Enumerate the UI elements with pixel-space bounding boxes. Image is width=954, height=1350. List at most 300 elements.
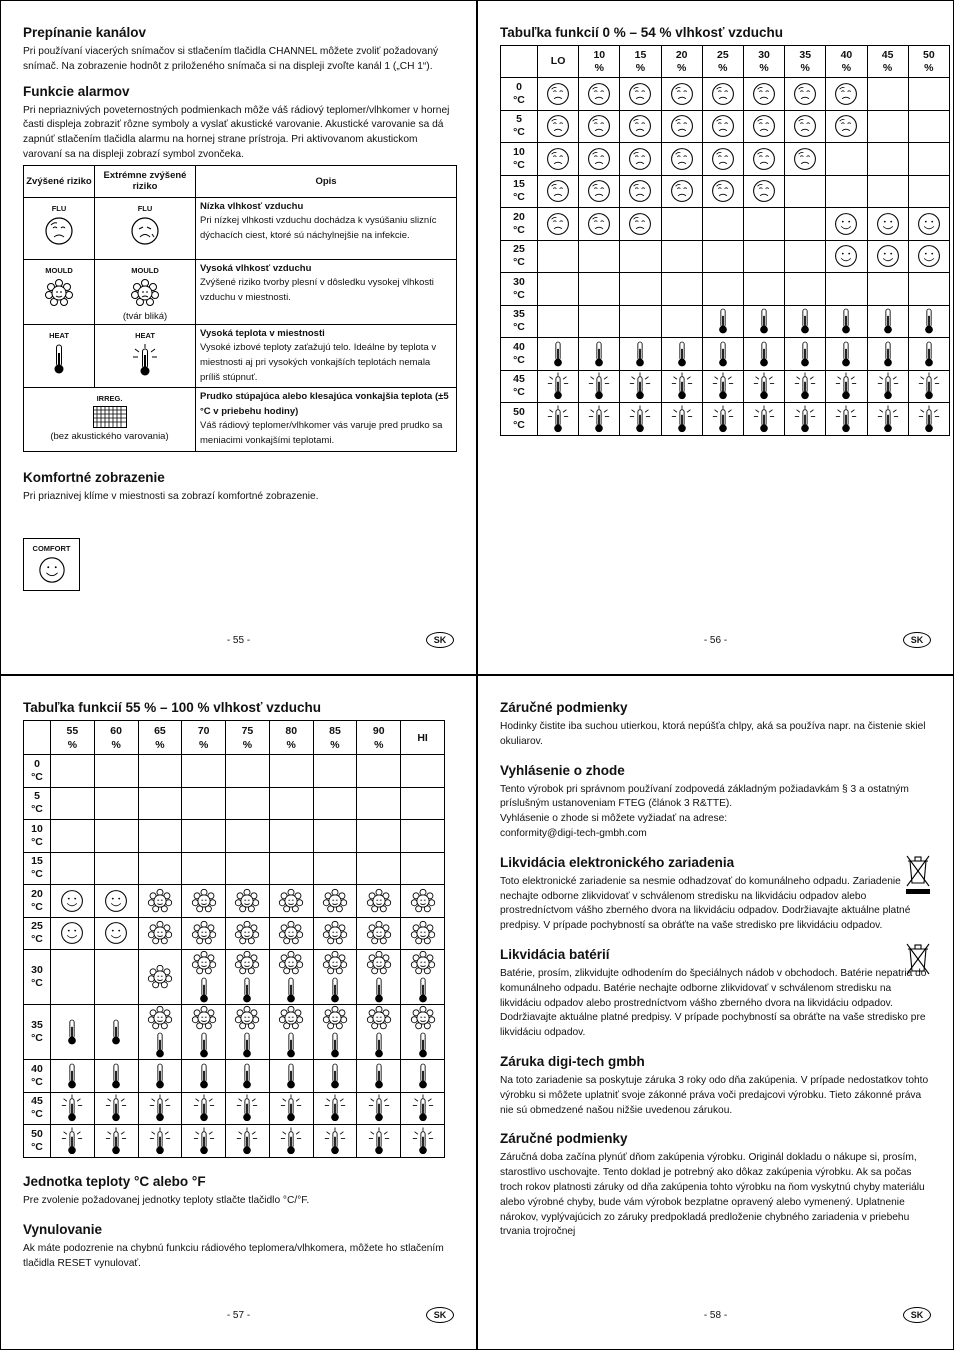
- thermometer-sun-icon: [280, 1093, 302, 1123]
- flu-extreme-label: FLU: [137, 203, 153, 213]
- p57-cell: [226, 787, 270, 820]
- thermometer-icon: [923, 340, 935, 368]
- mould-extreme-label: MOULD: [131, 265, 159, 275]
- conformity-email[interactable]: conformity@digi-tech-gmbh.com: [500, 827, 647, 839]
- p57-cell: [269, 917, 313, 950]
- p56-cell: [661, 175, 702, 208]
- page-number: - 55 -: [226, 635, 251, 646]
- p56-row: [501, 273, 950, 306]
- text-reset: Ak máte podozrenie na chybnú funkciu rádiového teplomera/vlhkomera, môžete ho stlačením tlačidla RESET vynulovať.: [23, 1243, 444, 1270]
- thermometer-icon: [241, 1031, 253, 1059]
- mould-title: Vysoká vlhkosť vzduchu: [200, 262, 312, 274]
- thermometer-sun-icon: [794, 404, 816, 434]
- p57-cell: [94, 917, 138, 950]
- battery-section: [500, 947, 932, 1041]
- p57-cell: [51, 885, 95, 918]
- p56-cell: [620, 175, 661, 208]
- flu-face-icon: [546, 212, 570, 236]
- p57-row: [24, 787, 445, 820]
- p57-cell: [269, 787, 313, 820]
- p56-cell: [579, 78, 620, 111]
- thermometer-sun-icon: [412, 1093, 434, 1123]
- flu-face-icon: [628, 114, 652, 138]
- crossed-bin-icon: [904, 853, 932, 900]
- page-number: - 58 -: [703, 1310, 728, 1321]
- p56-cell: [867, 403, 908, 436]
- comfort-smile-icon: [104, 921, 128, 945]
- flu-face-icon: [711, 82, 735, 106]
- thermometer-sun-icon: [712, 404, 734, 434]
- p57-row-header: 5 °C: [24, 787, 51, 820]
- p56-cell: [743, 305, 784, 338]
- heading-alarm: Funkcie alarmov: [23, 83, 130, 99]
- p56-cell: [538, 370, 579, 403]
- flu-face-icon: [587, 147, 611, 171]
- p57-cell: [226, 755, 270, 788]
- flu-face-icon: [711, 114, 735, 138]
- thermometer-sun-icon: [835, 371, 857, 401]
- p57-row: [24, 1092, 445, 1125]
- p57-cell: [313, 1060, 357, 1093]
- p56-cell: [867, 273, 908, 306]
- p57-cell: [313, 755, 357, 788]
- p57-row-header: 20 °C: [24, 885, 51, 918]
- mould-flower-icon: [322, 920, 348, 946]
- p57-col-header: 65 %: [138, 721, 182, 755]
- mould-flower-icon: [366, 920, 392, 946]
- mould-flower-icon: [322, 1005, 348, 1031]
- mould-label: MOULD: [45, 265, 73, 275]
- comfort-smile-icon: [834, 244, 858, 268]
- p56-row: [501, 175, 950, 208]
- thermometer-icon: [329, 1062, 341, 1090]
- heading-care: Záručné podmienky: [500, 700, 628, 715]
- p57-cell: [401, 787, 445, 820]
- p56-cell: [702, 403, 743, 436]
- p56-cell: [785, 208, 826, 241]
- mould-flower-icon: [147, 888, 173, 914]
- p57-row-header: 40 °C: [24, 1060, 51, 1093]
- p56-cell: [620, 143, 661, 176]
- p57-row: [24, 885, 445, 918]
- p56-cell: [826, 305, 867, 338]
- p57-cell: [401, 1060, 445, 1093]
- flu-face-icon: [711, 179, 735, 203]
- p56-cell: [826, 110, 867, 143]
- p56-cell: [702, 208, 743, 241]
- p56-cell: [867, 305, 908, 338]
- p57-cell: [357, 787, 401, 820]
- p57-cell: [313, 852, 357, 885]
- p57-col-header: 80 %: [269, 721, 313, 755]
- thermometer-sun-icon: [877, 404, 899, 434]
- alarm-row-flu: [24, 197, 457, 259]
- thermometer-icon: [840, 340, 852, 368]
- p56-cell: [579, 175, 620, 208]
- page-56: [477, 0, 954, 675]
- thermometer-icon: [552, 340, 564, 368]
- thermometer-icon: [799, 307, 811, 335]
- p57-cell: [94, 1005, 138, 1060]
- p57-cell: [138, 1125, 182, 1158]
- page-55: [0, 0, 477, 675]
- p57-row: [24, 852, 445, 885]
- flu-label: FLU: [51, 203, 67, 213]
- text-weee: Toto elektronické zariadenie sa nesmie odhadzovať do komunálneho odpadu. Zariadenie nechajte odborne zlikvidovať v schválenom stredisku na likvidáciu odpadov alebo prostredníctvom vášho zberného dvora na likvidáciu odpadov. Dodržiavajte aktuálne platné predpisy. V prípade pochybností sa obráťte na vaše stredisko pre likvidáciu odpadov.: [500, 875, 911, 932]
- mould-flower-icon: [44, 278, 74, 311]
- p56-cell: [908, 240, 949, 273]
- p57-cell: [226, 1060, 270, 1093]
- p57-cell: [226, 1125, 270, 1158]
- thermometer-sun-icon: [132, 343, 158, 380]
- p56-cell: [785, 110, 826, 143]
- comfort-smile-icon: [876, 212, 900, 236]
- p56-cell: [538, 208, 579, 241]
- p56-row: [501, 403, 950, 436]
- p56-cell: [867, 208, 908, 241]
- function-table-low-title: Tabuľka funkcií 0 % – 54 % vlhkosť vzduchu: [500, 25, 783, 40]
- p57-cell: [313, 787, 357, 820]
- irreg-note: (bez akustického varovania): [50, 431, 169, 443]
- heading-weee: Likvidácia elektronického zariadenia: [500, 854, 735, 870]
- p56-cell: [743, 370, 784, 403]
- mould-flower-icon: [234, 888, 260, 914]
- p56-cell: [661, 370, 702, 403]
- thermometer-sun-icon: [236, 1093, 258, 1123]
- p56-cell: [620, 305, 661, 338]
- p56-row-header: 20 °C: [501, 208, 538, 241]
- p57-cell: [138, 917, 182, 950]
- mould-flower-icon: [410, 1005, 436, 1031]
- language-badge: SK: [426, 1307, 454, 1323]
- p56-cell: [908, 208, 949, 241]
- p56-cell: [867, 338, 908, 371]
- mould-flower-icon: [234, 920, 260, 946]
- flu-extreme-face-icon: [130, 216, 160, 249]
- p56-cell: [743, 273, 784, 306]
- flu-face-icon: [628, 212, 652, 236]
- p57-cell: [182, 950, 226, 1005]
- p56-cell: [620, 338, 661, 371]
- comfort-display-box: [23, 538, 80, 591]
- thermometer-sun-icon: [324, 1093, 346, 1123]
- thermometer-sun-icon: [368, 1126, 390, 1156]
- thermometer-icon: [66, 1018, 78, 1046]
- crossed-bin-battery-icon: [904, 941, 932, 980]
- heat-title: Vysoká teplota v miestnosti: [200, 327, 325, 339]
- irreg-label: IRREG.: [96, 394, 123, 404]
- p57-cell: [138, 820, 182, 853]
- p56-cell: [908, 403, 949, 436]
- thermometer-icon: [417, 1062, 429, 1090]
- thermometer-sun-icon: [149, 1093, 171, 1123]
- heading-warranty-terms: Záručné podmienky: [500, 1131, 628, 1147]
- p56-cell: [702, 175, 743, 208]
- page-57-footer: [1, 1307, 476, 1325]
- p57-cell: [182, 755, 226, 788]
- mould-flower-icon: [147, 1005, 173, 1031]
- p57-row: [24, 1125, 445, 1158]
- p57-cell: [269, 820, 313, 853]
- p56-cell: [579, 370, 620, 403]
- thermometer-icon: [373, 1062, 385, 1090]
- comfort-smile-icon: [876, 244, 900, 268]
- p57-cell: [401, 1092, 445, 1125]
- mould-flower-icon: [322, 888, 348, 914]
- p57-cell: [138, 950, 182, 1005]
- p57-cell: [51, 852, 95, 885]
- thermometer-icon: [285, 1031, 297, 1059]
- p56-cell: [908, 273, 949, 306]
- p56-cell: [785, 370, 826, 403]
- p56-cell: [785, 175, 826, 208]
- p57-cell: [357, 950, 401, 1005]
- p56-row: [501, 370, 950, 403]
- flu-face-icon: [670, 147, 694, 171]
- p57-row-header: 25 °C: [24, 917, 51, 950]
- thermometer-icon: [329, 976, 341, 1004]
- p56-cell: [661, 273, 702, 306]
- p56-cell: [785, 78, 826, 111]
- p57-cell: [51, 820, 95, 853]
- p56-cell: [620, 208, 661, 241]
- p57-cell: [94, 1092, 138, 1125]
- comfort-smile-icon: [38, 556, 66, 589]
- col-increased-risk: Zvýšené riziko: [24, 165, 95, 197]
- thermometer-icon: [198, 976, 210, 1004]
- p56-cell: [661, 208, 702, 241]
- flu-face-icon: [752, 179, 776, 203]
- p56-cell: [908, 370, 949, 403]
- p57-cell: [313, 917, 357, 950]
- thermometer-icon: [241, 976, 253, 1004]
- p57-cell: [51, 1125, 95, 1158]
- p57-cell: [182, 1125, 226, 1158]
- p57-cell: [226, 950, 270, 1005]
- p56-cell: [908, 143, 949, 176]
- p57-cell: [94, 1125, 138, 1158]
- p56-cell: [579, 110, 620, 143]
- flu-face-icon: [546, 179, 570, 203]
- p56-cell: [785, 305, 826, 338]
- thermometer-sun-icon: [368, 1093, 390, 1123]
- function-table-high: [23, 720, 445, 1158]
- p56-cell: [743, 208, 784, 241]
- p56-cell: [620, 110, 661, 143]
- p56-col-header: 15 %: [620, 46, 661, 78]
- p57-row: [24, 1060, 445, 1093]
- page-57: [0, 675, 477, 1350]
- mould-flower-icon: [366, 1005, 392, 1031]
- p56-row: [501, 143, 950, 176]
- p57-cell: [313, 885, 357, 918]
- p57-cell: [182, 787, 226, 820]
- p57-cell: [357, 852, 401, 885]
- thermometer-sun-icon: [918, 404, 940, 434]
- p56-row: [501, 240, 950, 273]
- thermometer-icon: [285, 1062, 297, 1090]
- p56-col-header: LO: [538, 46, 579, 78]
- flu-face-icon: [587, 82, 611, 106]
- alarm-row-irreg: [24, 388, 457, 451]
- p57-col-header: 55 %: [51, 721, 95, 755]
- p57-cell: [401, 950, 445, 1005]
- p56-cell: [785, 273, 826, 306]
- p57-cell: [226, 917, 270, 950]
- p56-col-header: 20 %: [661, 46, 702, 78]
- p57-cell: [401, 917, 445, 950]
- p57-row-header: 30 °C: [24, 950, 51, 1005]
- mould-flower-icon: [191, 920, 217, 946]
- irreg-text: Váš rádiový teplomer/vlhkomer vás varuje pred prudko sa meniacimi vonkajšími teplotami.: [200, 420, 443, 446]
- p57-cell: [51, 1005, 95, 1060]
- p57-cell: [226, 1092, 270, 1125]
- p57-cell: [401, 1125, 445, 1158]
- flu-face-icon: [711, 147, 735, 171]
- p57-row-header: 15 °C: [24, 852, 51, 885]
- thermometer-icon: [285, 976, 297, 1004]
- heat-extreme-label: HEAT: [135, 330, 155, 340]
- p56-cell: [538, 305, 579, 338]
- p57-cell: [138, 852, 182, 885]
- p56-col-header: 30 %: [743, 46, 784, 78]
- p56-col-header: 10 %: [579, 46, 620, 78]
- flu-face-icon: [752, 147, 776, 171]
- p56-row: [501, 78, 950, 111]
- p57-cell: [94, 787, 138, 820]
- p57-cell: [269, 1125, 313, 1158]
- p57-cell: [182, 820, 226, 853]
- p56-row: [501, 110, 950, 143]
- p57-row-header: 0 °C: [24, 755, 51, 788]
- thermometer-sun-icon: [193, 1093, 215, 1123]
- mould-flower-icon: [366, 888, 392, 914]
- p56-cell: [826, 273, 867, 306]
- p56-cell: [867, 110, 908, 143]
- p57-cell: [401, 755, 445, 788]
- p56-cell: [785, 240, 826, 273]
- p57-cell: [94, 852, 138, 885]
- thermometer-sun-icon: [149, 1126, 171, 1156]
- flu-face-icon: [670, 179, 694, 203]
- p56-cell: [661, 403, 702, 436]
- page-number: - 56 -: [703, 635, 728, 646]
- flu-face-icon: [546, 82, 570, 106]
- comfort-smile-icon: [917, 212, 941, 236]
- p56-row-header: 0 °C: [501, 78, 538, 111]
- flu-text: Pri nízkej vlhkosti vzduchu dochádza k vysúšaniu slizníc dýchacích ciest, ktoré sú náchylnejšie na infekcie.: [200, 215, 437, 241]
- p57-col-header: 60 %: [94, 721, 138, 755]
- p57-col-header: 70 %: [182, 721, 226, 755]
- flu-face-icon: [793, 82, 817, 106]
- thermometer-icon: [882, 340, 894, 368]
- p57-cell: [182, 852, 226, 885]
- p57-cell: [182, 1060, 226, 1093]
- thermometer-icon: [52, 343, 66, 378]
- mould-flower-icon: [234, 1005, 260, 1031]
- flu-face-icon: [793, 114, 817, 138]
- flu-title: Nízka vlhkosť vzduchu: [200, 200, 304, 212]
- p57-cell: [313, 1125, 357, 1158]
- p57-row: [24, 755, 445, 788]
- p56-cell: [661, 240, 702, 273]
- p56-cell: [538, 175, 579, 208]
- p57-row-header: 35 °C: [24, 1005, 51, 1060]
- p56-cell: [785, 403, 826, 436]
- p56-cell: [579, 143, 620, 176]
- p57-col-header: 75 %: [226, 721, 270, 755]
- p57-row: [24, 820, 445, 853]
- thermometer-icon: [198, 1062, 210, 1090]
- p57-cell: [269, 885, 313, 918]
- comfort-smile-icon: [834, 212, 858, 236]
- page-55-footer: [1, 632, 476, 650]
- p57-cell: [269, 852, 313, 885]
- p56-cell: [702, 370, 743, 403]
- p56-row: [501, 338, 950, 371]
- thermometer-sun-icon: [629, 371, 651, 401]
- mould-flower-icon: [147, 920, 173, 946]
- p56-cell: [702, 143, 743, 176]
- comfort-smile-icon: [917, 244, 941, 268]
- thermometer-sun-icon: [236, 1126, 258, 1156]
- p57-cell: [94, 950, 138, 1005]
- p57-cell: [401, 885, 445, 918]
- mould-flower-icon: [191, 888, 217, 914]
- p57-cell: [94, 755, 138, 788]
- p57-cell: [357, 885, 401, 918]
- mould-flower-sad-icon: [130, 278, 160, 311]
- thermometer-icon: [882, 307, 894, 335]
- p56-col-header: 50 %: [908, 46, 949, 78]
- flu-face-icon: [587, 114, 611, 138]
- p56-row-header: 50 °C: [501, 403, 538, 436]
- text-battery: Batérie, prosím, zlikvidujte odhodením do špeciálnych nádob v obchodoch. Batérie nepatria do komunálneho odpadu. Batérie nechajte odborne zlikvidovať v schválenom stredisku na likvidáciu odpadov alebo prostredníctvom vášho zberného dvora na likvidáciu odpadov. Dodržiavajte aktuálne platné predpisy. V prípade pochybností sa obráťte na vaše stredisko pre likvidáciu odpadov.: [500, 967, 927, 1039]
- p57-cell: [51, 1060, 95, 1093]
- p57-cell: [94, 885, 138, 918]
- mould-flower-icon: [191, 1005, 217, 1031]
- p57-cell: [94, 820, 138, 853]
- thermometer-icon: [676, 340, 688, 368]
- mould-flower-icon: [410, 888, 436, 914]
- page-56-footer: [478, 632, 953, 650]
- heat-label: HEAT: [49, 330, 69, 340]
- thermometer-icon: [417, 976, 429, 1004]
- p57-row-header: 45 °C: [24, 1092, 51, 1125]
- flu-face-icon: [546, 147, 570, 171]
- page-58-footer: [478, 1307, 953, 1325]
- thermometer-icon: [373, 1031, 385, 1059]
- p56-cell: [867, 240, 908, 273]
- p56-row-header: 35 °C: [501, 305, 538, 338]
- heading-reset: Vynulovanie: [23, 1222, 103, 1238]
- p57-cell: [138, 1060, 182, 1093]
- thermometer-icon: [66, 1062, 78, 1090]
- flu-face-icon: [628, 82, 652, 106]
- p57-cell: [226, 1005, 270, 1060]
- p57-cell: [401, 820, 445, 853]
- p56-cell: [826, 78, 867, 111]
- heading-comfort: Komfortné zobrazenie: [23, 469, 165, 485]
- thermometer-sun-icon: [61, 1093, 83, 1123]
- p57-corner: [24, 721, 51, 755]
- thermometer-sun-icon: [193, 1126, 215, 1156]
- thermometer-icon: [154, 1031, 166, 1059]
- p57-cell: [138, 1005, 182, 1060]
- p56-cell: [702, 305, 743, 338]
- p56-cell: [702, 338, 743, 371]
- p57-cell: [269, 755, 313, 788]
